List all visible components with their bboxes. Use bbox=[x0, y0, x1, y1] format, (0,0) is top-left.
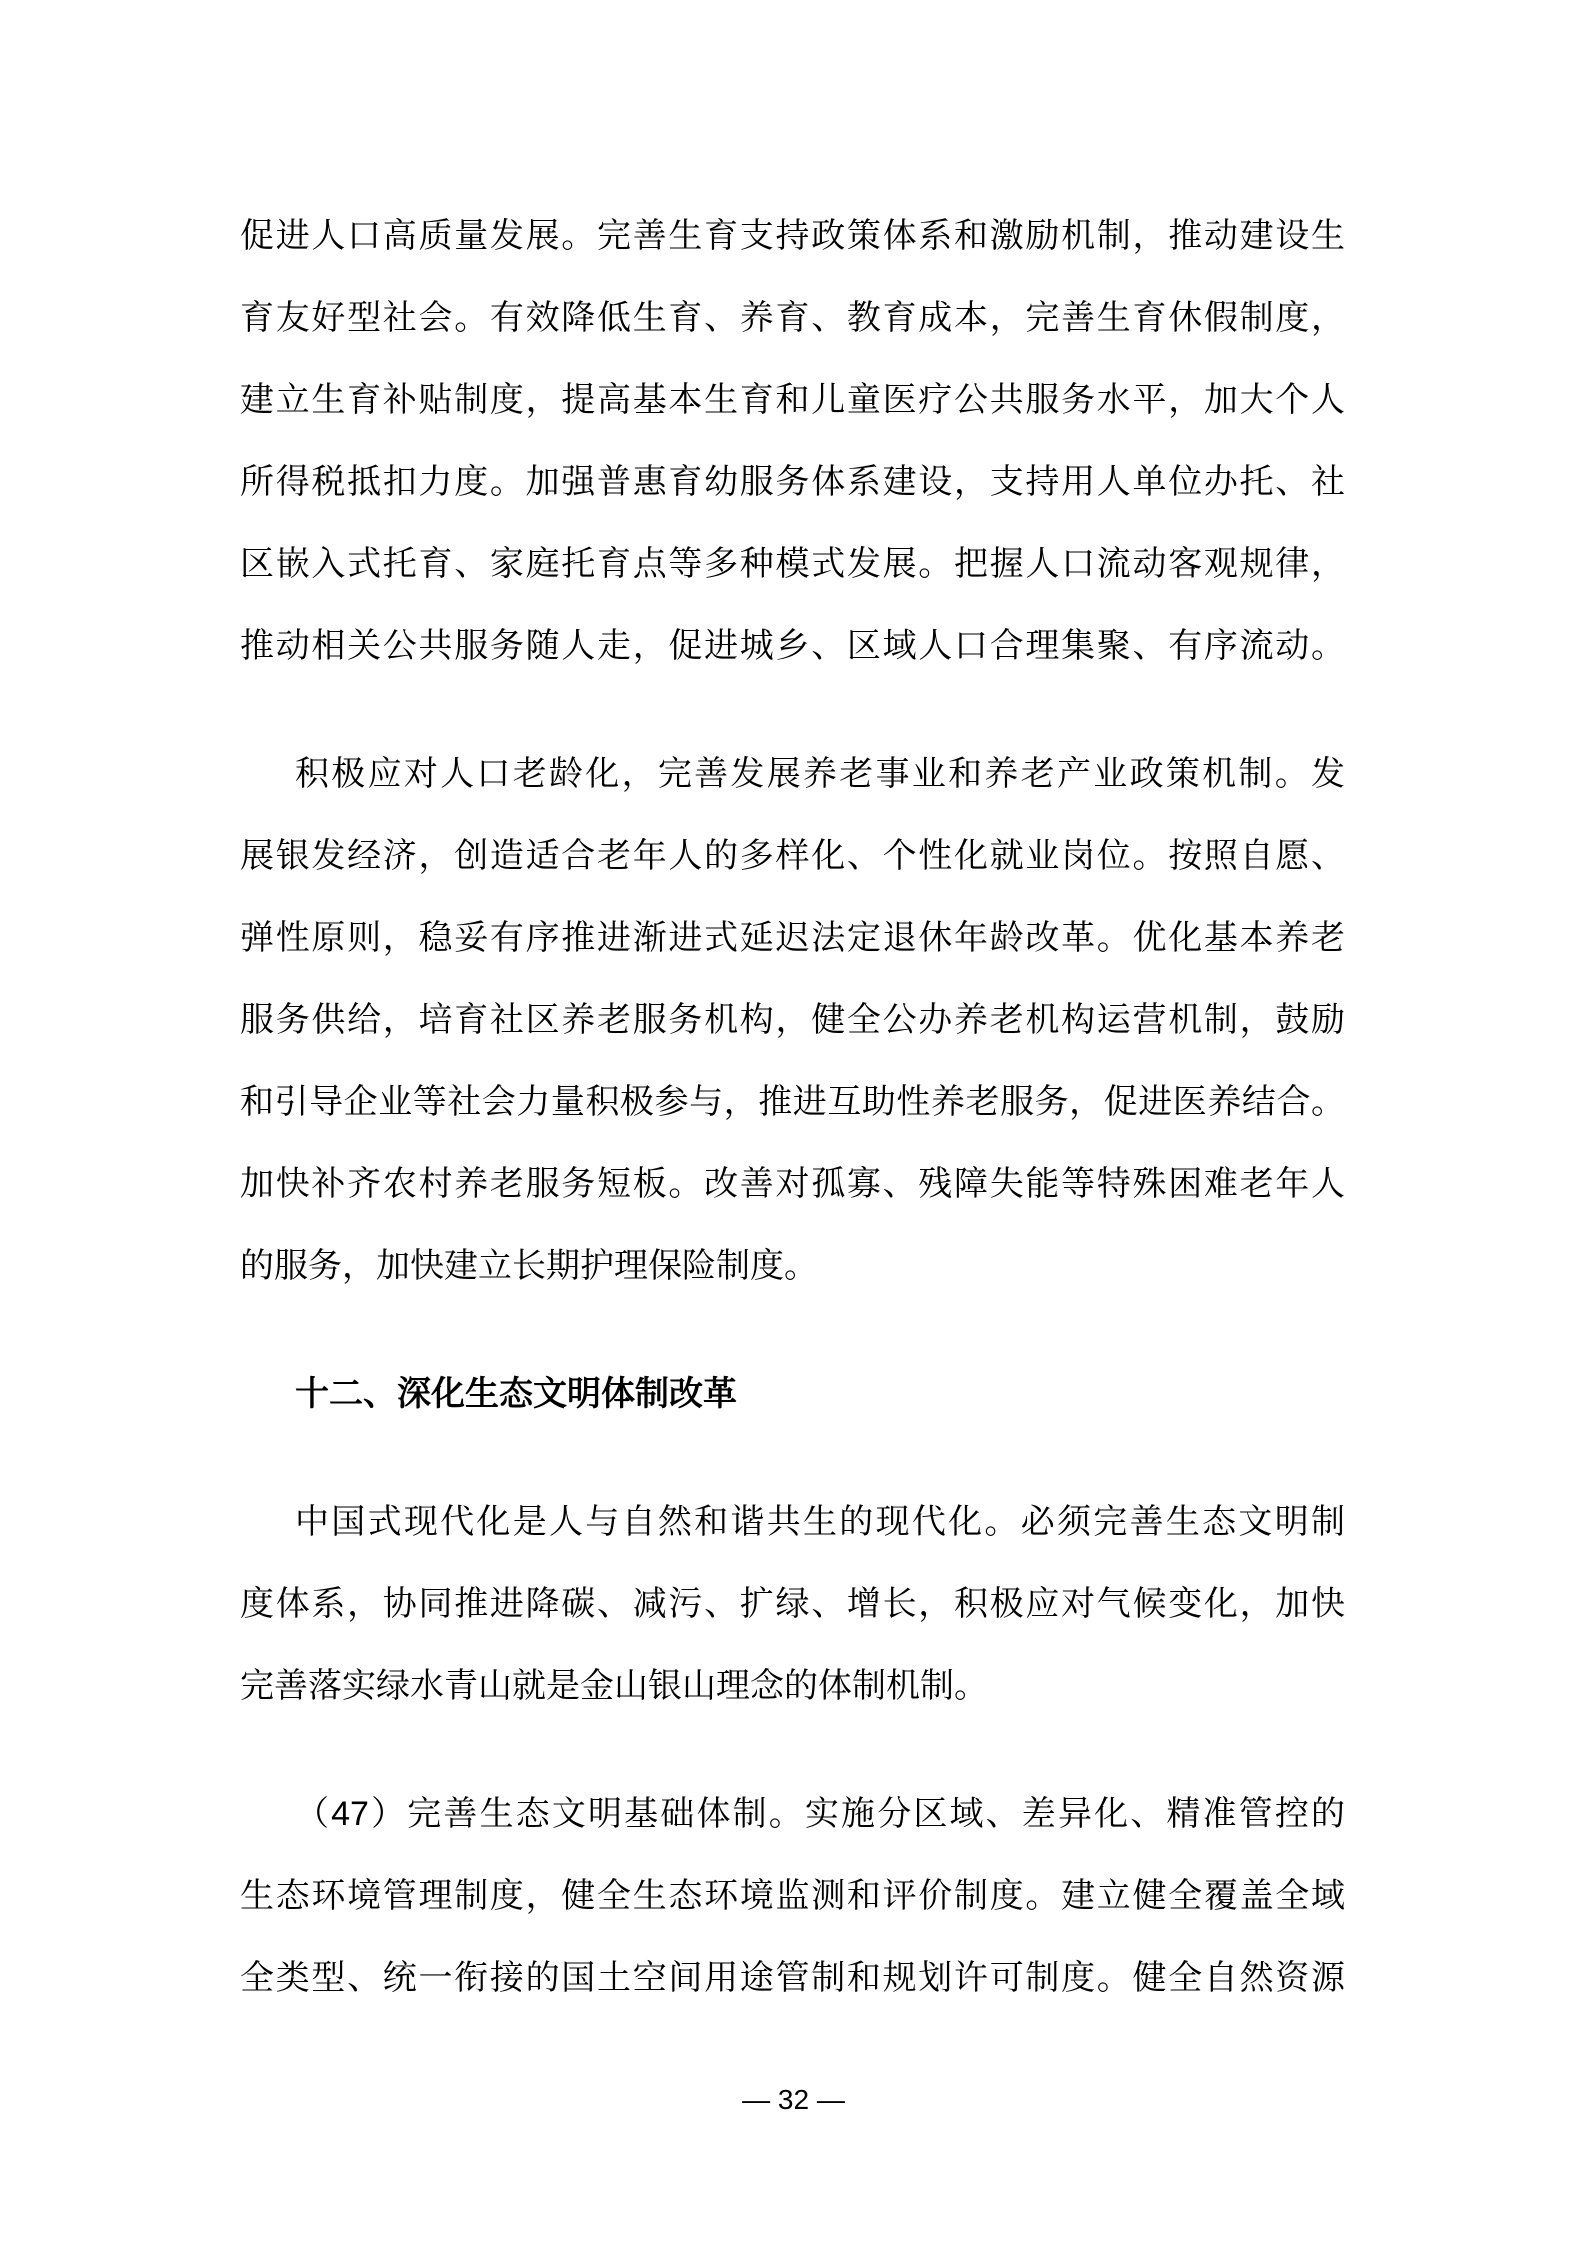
text-line: 中国式现代化是人与自然和谐共生的现代化。必须完善生态文明制 bbox=[295, 1503, 1345, 1541]
text-line: 育友好型社会。有效降低生育、养育、教育成本，完善生育休假制度， bbox=[240, 299, 1345, 337]
text-line: 和引导企业等社会力量积极参与，推进互助性养老服务，促进医养结合。 bbox=[240, 1083, 1345, 1121]
paragraph bbox=[240, 733, 1345, 1307]
text-line: 建立生育补贴制度，提高基本生育和儿童医疗公共服务水平，加大个人 bbox=[240, 381, 1345, 419]
text-line: 推动相关公共服务随人走，促进城乡、区域人口合理集聚、有序流动。 bbox=[240, 627, 1345, 665]
paragraph bbox=[240, 1481, 1345, 1727]
section-heading bbox=[240, 1353, 1345, 1435]
text-line: 展银发经济，创造适合老年人的多样化、个性化就业岗位。按照自愿、 bbox=[240, 837, 1345, 875]
text-line: 弹性原则，稳妥有序推进渐进式延迟法定退休年龄改革。优化基本养老 bbox=[240, 919, 1345, 957]
heading-text: 十二、深化生态文明体制改革 bbox=[295, 1375, 737, 1413]
text-line: 加快补齐农村养老服务短板。改善对孤寡、残障失能等特殊困难老年人 bbox=[240, 1165, 1345, 1203]
paragraph bbox=[240, 195, 1345, 687]
text-line: 所得税抵扣力度。加强普惠育幼服务体系建设，支持用人单位办托、社 bbox=[240, 463, 1345, 501]
text-line: 完善落实绿水青山就是金山银山理念的体制机制。 bbox=[240, 1667, 988, 1705]
text-line: 生态环境管理制度，健全生态环境监测和评价制度。建立健全覆盖全域 bbox=[240, 1877, 1345, 1915]
text-line: 区嵌入式托育、家庭托育点等多种模式发展。把握人口流动客观规律， bbox=[240, 545, 1345, 583]
text-line: 服务供给，培育社区养老服务机构，健全公办养老机构运营机制，鼓励 bbox=[240, 1001, 1345, 1039]
text-line: 的服务，加快建立长期护理保险制度。 bbox=[240, 1247, 818, 1285]
document-body bbox=[240, 195, 1345, 2065]
text-line: 全类型、统一衔接的国土空间用途管制和规划许可制度。健全自然资源 bbox=[240, 1959, 1345, 1997]
text-line: 度体系，协同推进降碳、减污、扩绿、增长，积极应对气候变化，加快 bbox=[240, 1585, 1345, 1623]
paragraph bbox=[240, 1773, 1345, 2019]
text-line: 积极应对人口老龄化，完善发展养老事业和养老产业政策机制。发 bbox=[295, 755, 1345, 793]
text-line: 促进人口高质量发展。完善生育支持政策体系和激励机制，推动建设生 bbox=[240, 217, 1345, 255]
page-number: — 32 — bbox=[742, 2084, 845, 2115]
text-line: （47）完善生态文明基础体制。实施分区域、差异化、精准管控的 bbox=[295, 1795, 1345, 1833]
